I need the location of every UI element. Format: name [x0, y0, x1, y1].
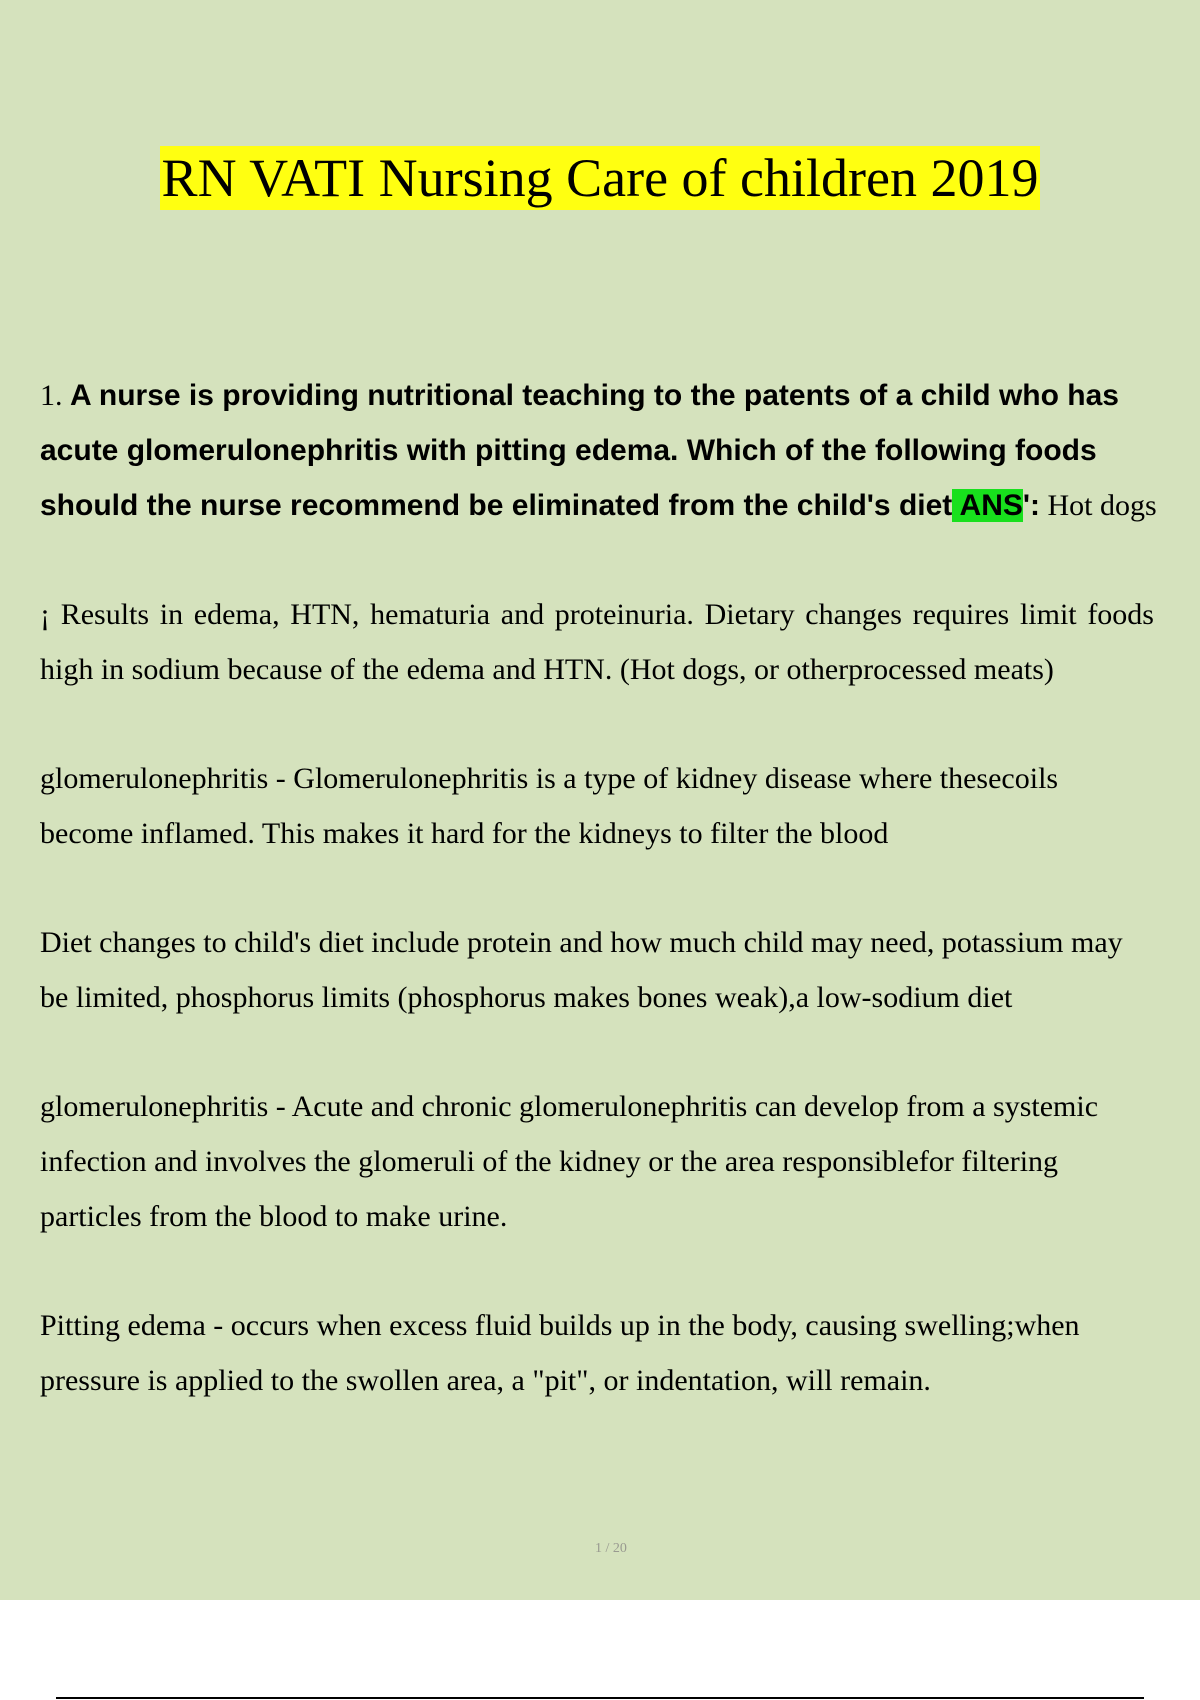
document-title: RN VATI Nursing Care of children 2019	[161, 148, 1039, 208]
ans-suffix: ':	[1022, 489, 1040, 522]
title-block	[0, 146, 1200, 210]
paragraph-definition-2: glomerulonephritis - Acute and chronic glomerulonephritis can develop from a systemic infection and involves the glomeruli of the kidney or the area responsiblefor filtering particles from the blood to make urine.	[40, 1090, 1099, 1233]
page-number: 1 / 20	[595, 1541, 627, 1556]
ans-label: ANS	[959, 489, 1023, 522]
paragraph-diet-changes: Diet changes to child's diet include protein and how much child may need, potassium may be limited, phosphorus limits (phosphorus makes bones weak),a low-sodium diet	[40, 926, 1123, 1014]
question-1	[40, 368, 1190, 533]
ans-highlight	[952, 489, 1023, 522]
question-number: 1.	[40, 379, 63, 412]
paragraph-rationale: ¡ Results in edema, HTN, hematuria and proteinuria. Dietary changes requires limit foods high in sodium because of the edema and HTN. (Hot dogs, or otherprocessed meats)	[40, 598, 1154, 686]
footer-divider	[56, 1697, 1144, 1699]
answer-text: Hot dogs	[1047, 489, 1157, 522]
paragraph-definition-1: glomerulonephritis - Glomerulonephritis is a type of kidney disease where thesecoils become inflamed. This makes it hard for the kidneys to filter the blood	[40, 762, 1059, 850]
paragraph-pitting-edema: Pitting edema - occurs when excess fluid builds up in the body, causing swelling;when pressure is applied to the swollen area, a "pit", or indentation, will remain.	[40, 1309, 1080, 1397]
document-body	[40, 368, 1190, 1408]
question-text: A nurse is providing nutritional teaching to the patents of a child who has acute glomerulonephritis with pitting edema. Which of the following foods should the nurse recommend be eliminated from the child's diet	[40, 379, 1119, 522]
